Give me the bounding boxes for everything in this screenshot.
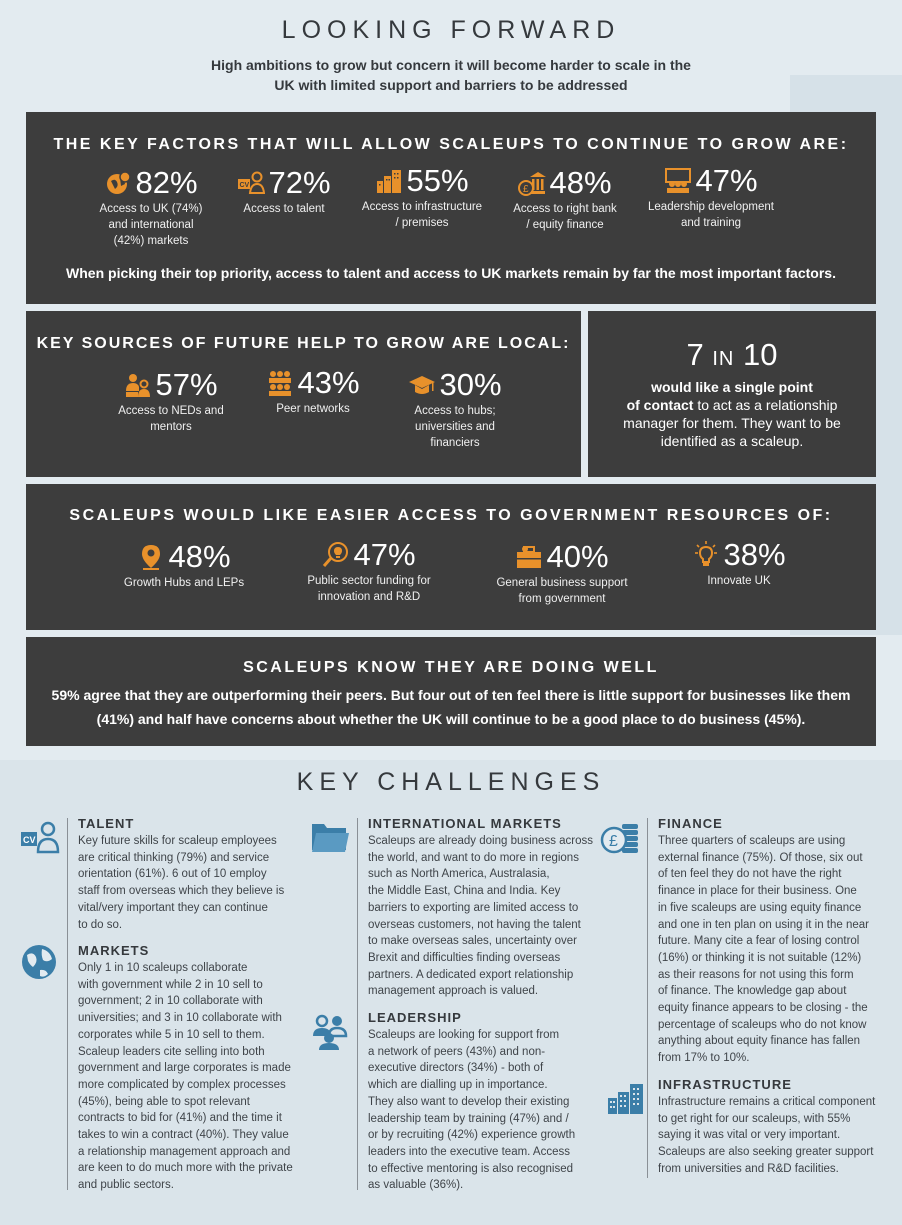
doing-well-panel	[26, 637, 876, 746]
svg-text:£: £	[523, 184, 530, 195]
government-title: SCALEUPS WOULD LIKE EASIER ACCESS TO GOVERNMENT RESOURCES OF:	[69, 507, 833, 524]
svg-text:CV: CV	[23, 835, 36, 845]
cv-person-icon	[20, 818, 60, 858]
infrastructure-text: Infrastructure remains a critical component to get right for our scaleups, with 55% saying it was vital or very important. Scaleups are also seeking greater support from universities and R&D facilities.	[658, 1096, 876, 1175]
finance-heading: FINANCE	[658, 816, 723, 831]
stat-label: Access to infrastructure / premises	[361, 201, 483, 229]
peer-network-icon	[266, 369, 294, 397]
stat-value: 47%	[353, 537, 416, 572]
talent-text: Key future skills for scaleup employees are critical thinking (79%) and service orientation (61%). 6 out of 10 employ staff from overseas which they believe is vital/very important they can continue to do so.	[78, 835, 285, 931]
stat-value: 43%	[297, 365, 360, 400]
stat-value: 72%	[268, 165, 331, 200]
stat-label: General business support from government	[496, 577, 628, 605]
globe-money-icon	[104, 169, 132, 197]
stat-growth-hubs	[114, 540, 254, 591]
globe-icon	[20, 943, 60, 983]
stat-markets	[86, 166, 216, 249]
cv-person-icon	[237, 169, 265, 197]
stat-public-funding	[294, 538, 444, 605]
stat-infrastructure	[344, 164, 500, 231]
stat-label: Peer networks	[276, 403, 350, 415]
doing-well-text: 59% agree that they are outperforming their peers. But four out of ten feel there is little support for businesses like them (41%) and half have concerns about whether the UK will continue to be a good place to do business (45%).	[51, 687, 851, 727]
stat-label: Leadership development and training	[648, 201, 774, 229]
stat-value: 47%	[695, 163, 758, 198]
svg-text:£: £	[609, 833, 618, 850]
buildings-icon	[375, 167, 403, 195]
stat-finance	[500, 166, 630, 233]
stat-value: 82%	[135, 165, 198, 200]
seven-in-ten-panel	[588, 311, 876, 477]
stat-label: Access to right bank / equity finance	[513, 203, 617, 231]
team-board-icon	[664, 167, 692, 195]
stat-value: 48%	[549, 165, 612, 200]
buildings-icon	[606, 1080, 646, 1120]
finance-text: Three quarters of scaleups are using external finance (75%). Of those, six out of ten feel they do not have the right finance in place for their business. One in five scaleups are using equity finance and one in ten plan on using it in the near future. Many cite a fear of losing control (16%) or thinking it is not suitable (12%) as their reasons for not using this form of finance. The knowledge gap about equity finance appears to be closing - the percentage of scaleups who do not know anything about equity finance has fallen from 17% to 10%.	[658, 835, 869, 1065]
stat-value: 48%	[168, 539, 231, 574]
stat-peers	[248, 366, 378, 417]
svg-text:CV: CV	[239, 182, 250, 189]
pound-coins-icon	[600, 820, 640, 860]
key-factors-panel	[26, 112, 876, 304]
column-divider	[647, 818, 648, 1178]
stat-label: Growth Hubs and LEPs	[123, 577, 245, 589]
stat-label: Access to hubs; universities and financiers	[414, 405, 496, 449]
lightbulb-icon	[692, 541, 720, 569]
graduation-cap-icon	[408, 371, 436, 399]
stat-innovate-uk	[674, 538, 804, 589]
stat-neds	[106, 368, 236, 435]
international-heading: INTERNATIONAL MARKETS	[368, 816, 562, 831]
future-help-panel	[26, 311, 581, 477]
page-title: LOOKING FORWARD	[281, 16, 621, 44]
location-pin-icon	[137, 543, 165, 571]
stat-label: Public sector funding for innovation and R&D	[307, 575, 431, 603]
leadership-text: Scaleups are looking for support from a network of peers (43%) and non- executive directors (34%) - both of which are dialling up in importance. They also want to develop their existing leadership team by training (47%) and / or by recruiting (42%) experience growth leaders into the executive team. Access to effective mentoring is also recognised as valuable (36%).	[368, 1029, 576, 1192]
stat-hubs	[390, 368, 520, 451]
column-divider	[357, 818, 358, 1190]
stat-label: Innovate UK	[707, 575, 771, 587]
leadership-heading: LEADERSHIP	[368, 1010, 462, 1025]
key-factors-title: THE KEY FACTORS THAT WILL ALLOW SCALEUPS TO CONTINUE TO GROW ARE:	[53, 136, 849, 153]
talent-heading: TALENT	[78, 816, 135, 831]
doing-well-title: SCALEUPS KNOW THEY ARE DOING WELL	[243, 659, 659, 676]
international-text: Scaleups are already doing business across the world, and want to do more in regions such as North America, Australasia, the Middle East, China and India. Key barriers to exporting are limited access to overseas customers, not having the talent to make overseas sales, uncertainty over Brexit and difficulties finding overseas partners. A dedicated export relationship management approach is valued.	[368, 835, 594, 998]
mentor-icon	[124, 371, 152, 399]
stat-label: Access to talent	[243, 203, 325, 215]
seven-in-ten-text: would like a single point of contact to act as a relationship manager for them. They want to be identified as a scaleup.	[623, 379, 841, 449]
folder-icon	[310, 818, 350, 858]
infrastructure-heading: INFRASTRUCTURE	[658, 1077, 792, 1092]
stat-talent	[224, 166, 344, 217]
key-challenges-title: KEY CHALLENGES	[296, 768, 606, 796]
page-subtitle: High ambitions to grow but concern it will become harder to scale in the UK with limited support and barriers to be addressed	[211, 57, 691, 93]
stat-label: Access to UK (74%) and international (42%) markets	[99, 203, 203, 247]
stat-business-support	[484, 540, 640, 607]
key-factors-footer: When picking their top priority, access to talent and access to UK markets remain by far the most important factors.	[66, 265, 836, 281]
future-help-title: KEY SOURCES OF FUTURE HELP TO GROW ARE LOCAL:	[36, 335, 571, 352]
briefcase-icon	[515, 543, 543, 571]
stat-value: 40%	[546, 539, 609, 574]
stat-leadership	[636, 164, 786, 231]
stat-value: 30%	[439, 367, 502, 402]
magnifier-bulb-icon	[322, 541, 350, 569]
markets-text: Only 1 in 10 scaleups collaborate with government while 2 in 10 sell to government; 2 in 10 collaborate with universities; and 3 in 10 collaborate with corporates while 5 in 10 sell to them. Scaleup leaders cite selling into both government and large corporates is made more complicated by complex processes (45%), being able to spot relevant contracts to bid for (41%) and the time it takes to win a contract (40%). They value a relationship management approach and are keen to do much more with the private and public sectors.	[78, 962, 293, 1192]
stat-value: 55%	[406, 163, 469, 198]
team-icon	[310, 1012, 350, 1052]
markets-heading: MARKETS	[78, 943, 150, 958]
seven-in-ten-figure: 7 IN 10	[686, 337, 778, 372]
government-panel	[26, 484, 876, 630]
stat-value: 57%	[155, 367, 218, 402]
bank-icon	[518, 169, 546, 197]
column-divider	[67, 818, 68, 1190]
stat-value: 38%	[723, 537, 786, 572]
stat-label: Access to NEDs and mentors	[118, 405, 224, 433]
